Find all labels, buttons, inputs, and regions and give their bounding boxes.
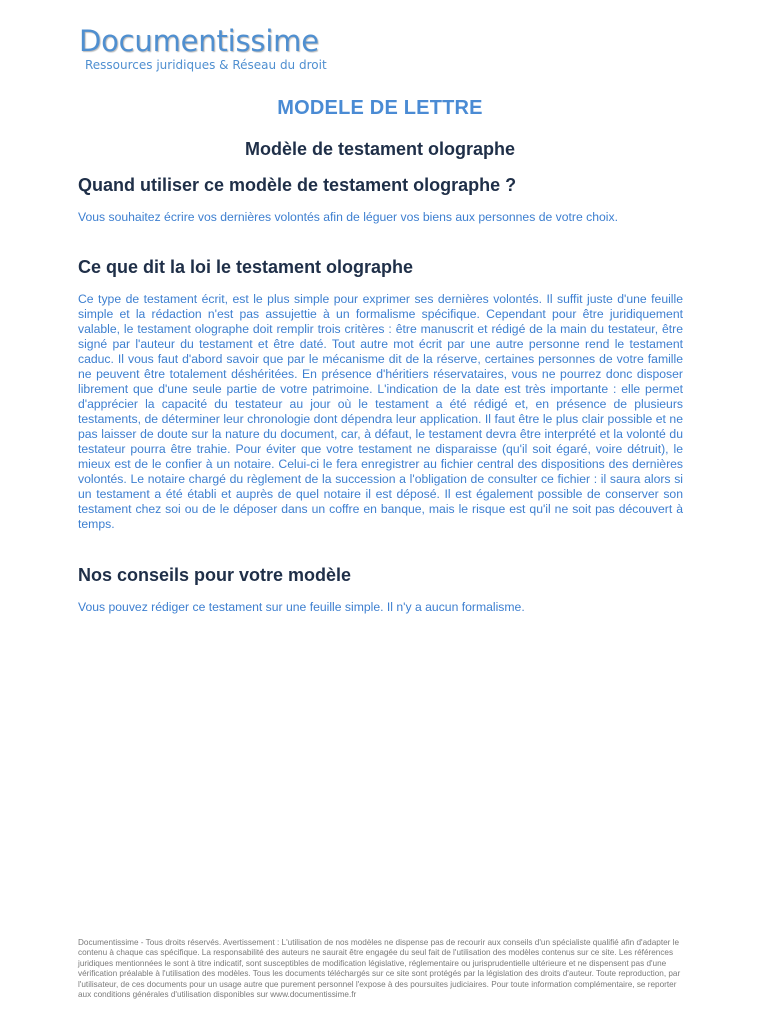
section-heading-law: Ce que dit la loi le testament olographe (78, 257, 414, 277)
footer-disclaimer: Documentissime - Tous droits réservés. Avertissement : L'utilisation de nos modèles ne dispense pas de recourir aux conseils d'un spécialiste qualifié afin d'adapter le contenu à chaque cas spécifique. La responsabilité des auteurs ne saurait être engagée du seul fait de l'utilisation des modèles contenus sur ce site. Les références juridiques mentionnées le sont à titre indicatif, sont susceptibles de modification législative, réglementaire ou jurisprudentielle ultérieure et ne dispensent pas d'une vérification préalable à l'utilisation des modèles. Tous les documents téléchargés sur ce site sont protégés par la législation des droits d'auteur. Toute reproduction, par l'utilisateur, de ces documents pour un usage autre que purement personnel l'expose à des poursuites judiciaires. Pour toute information complémentaire, se reporter aux conditions générales d'utilisation disponibles sur www.documentissime.fr (78, 938, 681, 1000)
logo-subtitle: Ressources juridiques & Réseau du droit (85, 58, 327, 72)
section-text-when-to-use: Vous souhaitez écrire vos dernières volontés afin de léguer vos biens aux personnes de votre choix. (78, 210, 618, 224)
section-text-law: Ce type de testament écrit, est le plus simple pour exprimer ses dernières volontés. Il suffit juste d'une feuille simple et la rédaction n'est pas assujettie à un formalisme spécifique. Cependant pour être juridiquement valable, le testament olographe doit remplir trois critères : être manuscrit et rédigé de la main du testateur, être signé par l'auteur du testament et être daté. Tout autre mot écrit par une autre personne rend le testament caduc. Il vous faut d'abord savoir que par le mécanisme dit de la réserve, certaines personnes de votre famille ne peuvent être totalement déshéritées. En présence d'héritiers réservataires, vous ne pourrez donc disposer librement que d'une seule partie de votre patrimoine. L'indication de la date est très importante : elle permet d'apprécier la capacité du testateur au jour où le testament a été rédigé et, en présence de plusieurs testaments, de déterminer leur chronologie dont dépendra leur application. Il faut être le plus clair possible et ne pas laisser de doute sur la nature du document, car, à défaut, le testament devra être interprété et la volonté du testateur pourra être trahie. Pour éviter que votre testament ne disparaisse (qu'il soit égaré, voire détruit), le mieux est de le confier à un notaire. Celui-ci le fera enregistrer au fichier central des dispositions des dernières volontés. Le notaire chargé du règlement de la succession a l'obligation de consulter ce fichier : il saura alors si un testament a été établi et auprès de quel notaire il est déposé. Il est également possible de conserver son testament chez soi ou de le déposer dans un coffre en banque, mais le risque est qu'il ne soit pas découvert à temps. (78, 292, 683, 531)
section-text-advice: Vous pouvez rédiger ce testament sur une feuille simple. Il n'y a aucun formalisme. (78, 600, 525, 614)
documentissime-logo (79, 24, 379, 72)
section-heading-when-to-use: Quand utiliser ce modèle de testament olographe ? (78, 175, 517, 195)
document-subtitle: Modèle de testament olographe (244, 139, 516, 159)
document-title: MODELE DE LETTRE (277, 97, 483, 119)
logo-title: Documentissime (79, 24, 319, 58)
section-heading-advice: Nos conseils pour votre modèle (78, 565, 352, 585)
